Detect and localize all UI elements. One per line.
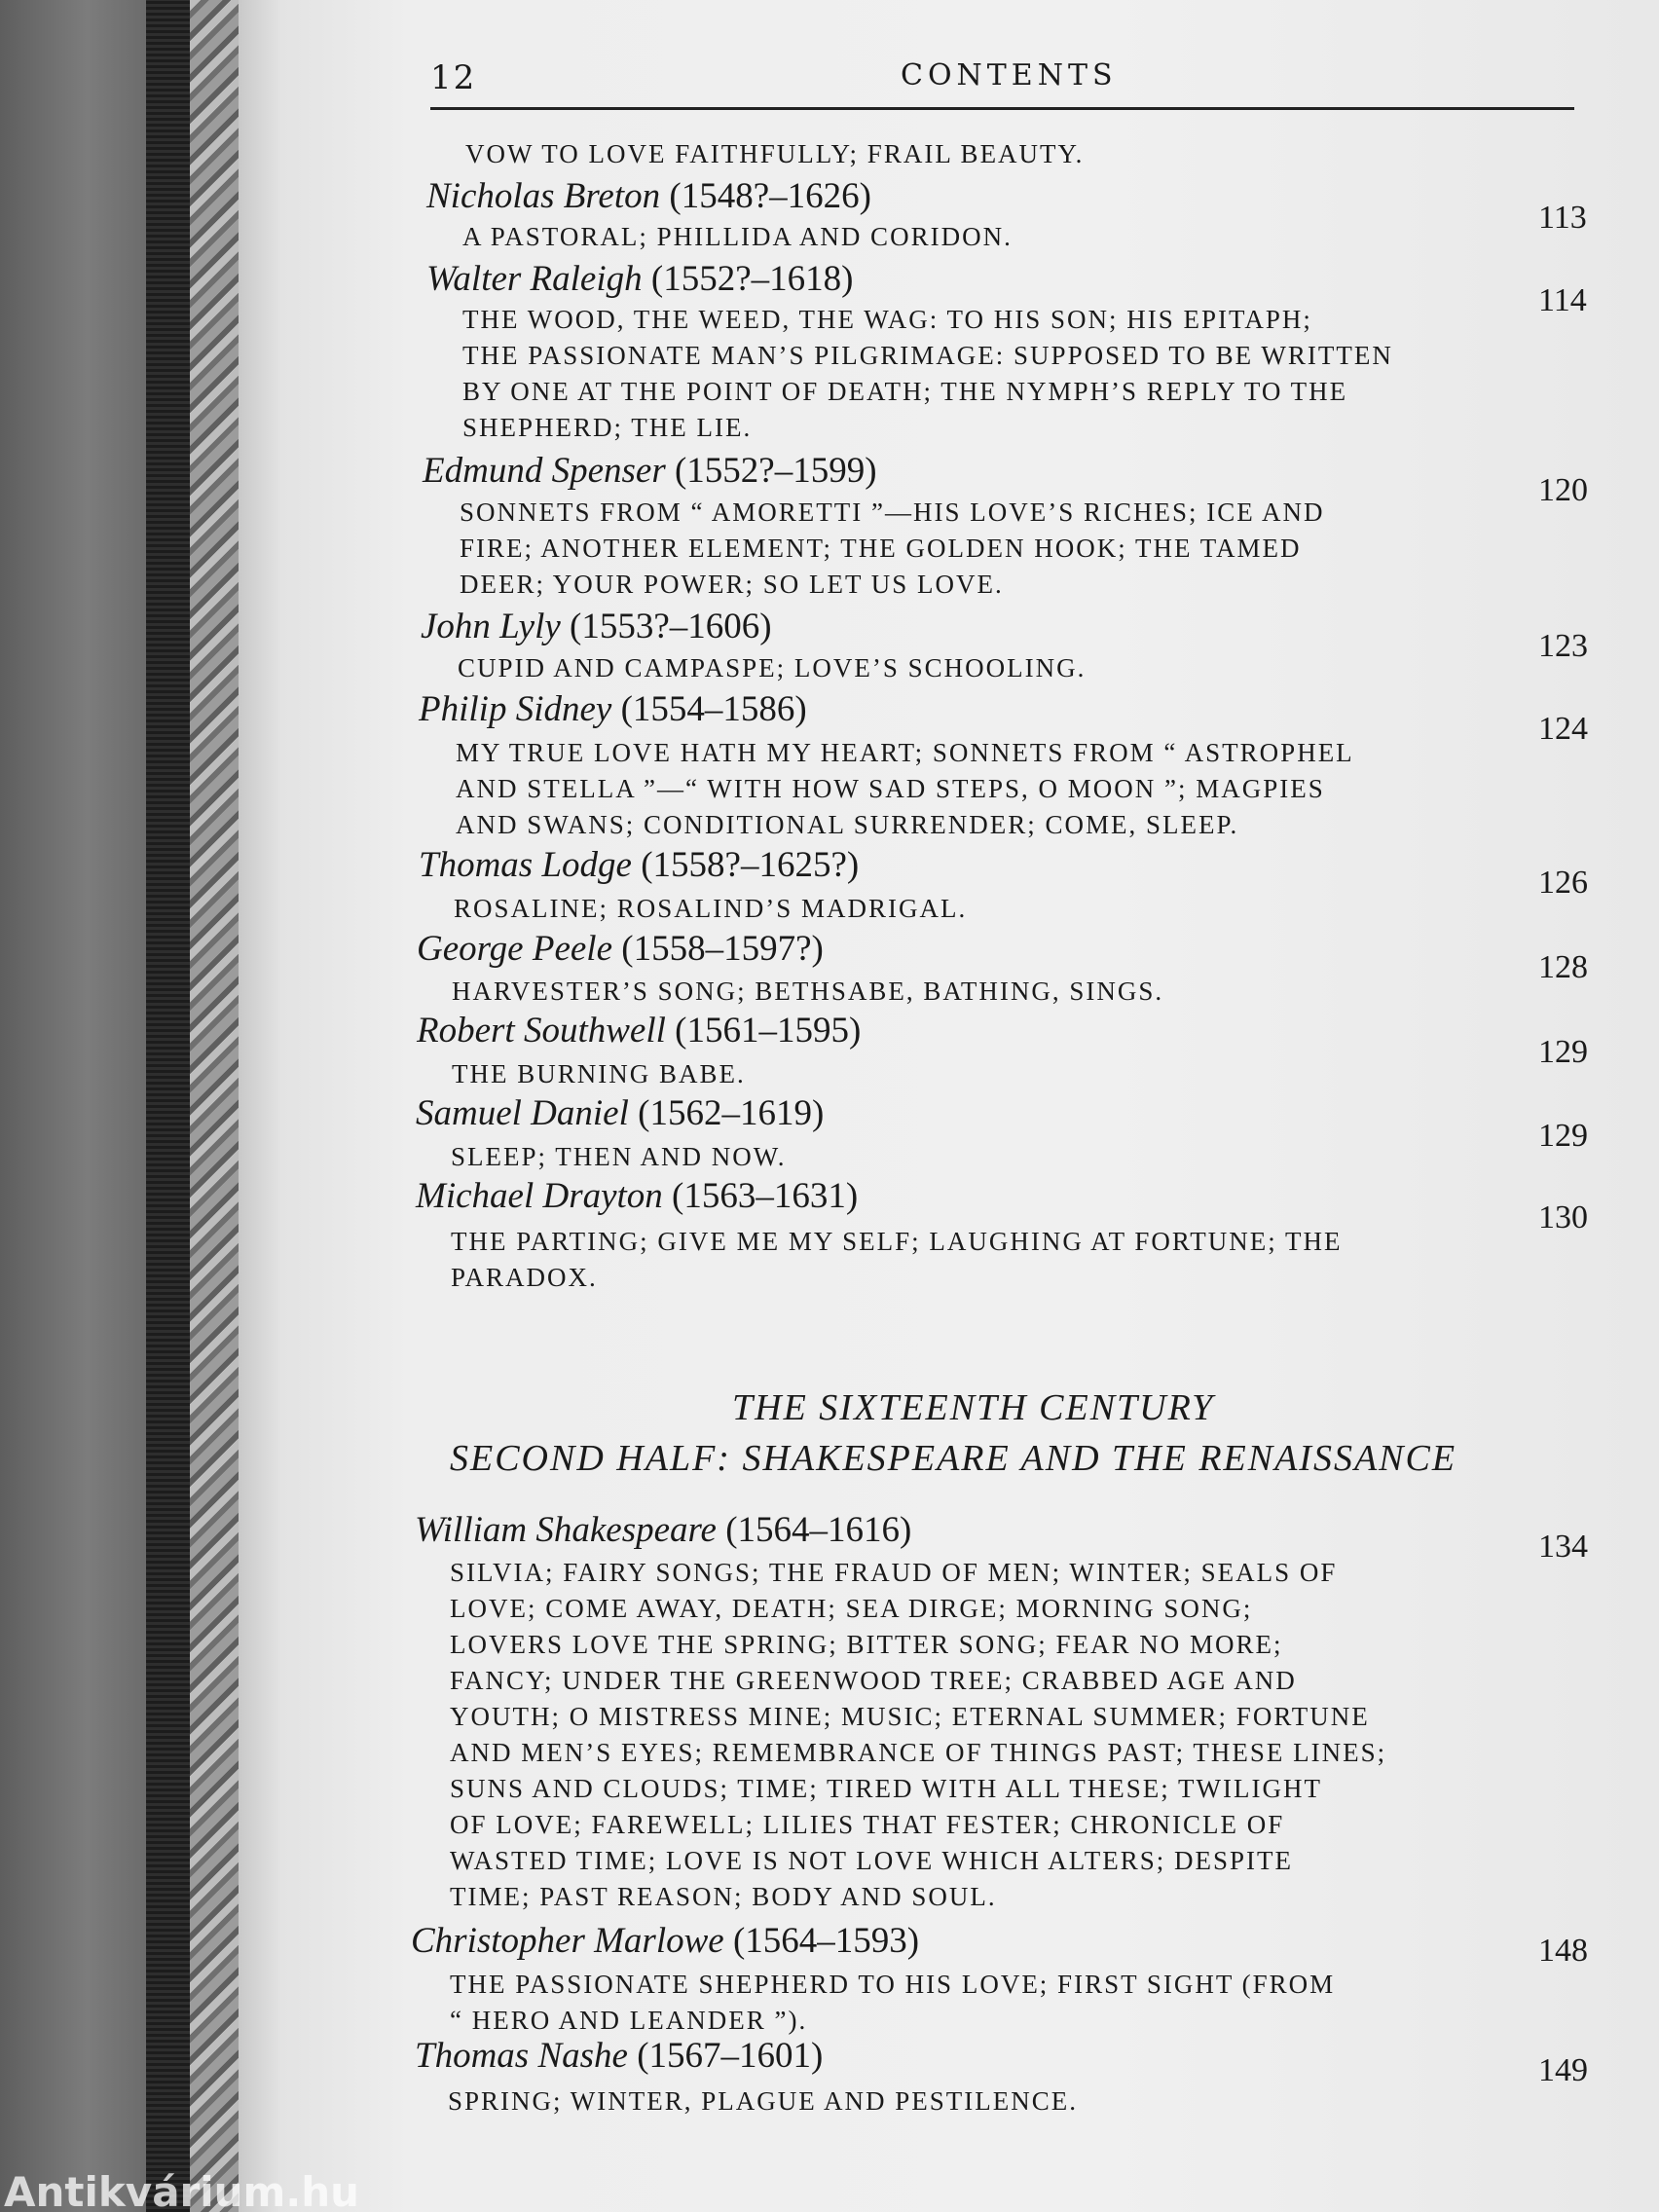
continued-works: VOW TO LOVE FAITHFULLY; FRAIL BEAUTY. — [465, 139, 1085, 168]
works-list: THE WOOD, THE WEED, THE WAG: TO HIS SON; HIS EPITAPH; THE PASSIONATE MAN’S PILGRIMAGE: SUPPOSED TO BE WRITTEN BY ONE AT THE POINT OF DEATH; THE NYMPH’S REPLY TO THE SHEPHERD; THE LIE. — [462, 305, 1393, 442]
poet-entry — [419, 688, 807, 730]
poet-dates: (1561–1595) — [675, 1011, 862, 1051]
page-ref: 123 — [1538, 628, 1588, 664]
works-list: HARVESTER’S SONG; BETHSABE, BATHING, SINGS. — [452, 977, 1164, 1006]
poet-dates: (1554–1586) — [620, 689, 807, 729]
poet-name: Robert Southwell — [417, 1011, 666, 1051]
page-ref: 148 — [1538, 1933, 1588, 1969]
poet-entry — [423, 450, 877, 492]
page-ref: 126 — [1538, 865, 1588, 901]
poet-dates: (1562–1619) — [638, 1093, 825, 1133]
poet-dates: (1552?–1599) — [674, 451, 877, 491]
page-number: 12 — [430, 58, 477, 97]
page-title: CONTENTS — [901, 58, 1118, 92]
page-ref: 129 — [1538, 1118, 1588, 1154]
works-list: SONNETS FROM “ AMORETTI ”—HIS LOVE’S RICHES; ICE AND FIRE; ANOTHER ELEMENT; THE GOLDEN HOOK; THE TAMED DEER; YOUR POWER; SO LET US LOVE. — [460, 498, 1325, 599]
poet-dates: (1558?–1625?) — [641, 845, 860, 885]
poet-dates: (1552?–1618) — [650, 259, 854, 299]
poet-entry — [416, 1175, 858, 1217]
poet-entry — [416, 1092, 824, 1134]
poet-name: Thomas Nashe — [415, 2036, 628, 2076]
watermark: Antikvárium.hu — [4, 2173, 360, 2212]
works-list: SILVIA; FAIRY SONGS; THE FRAUD OF MEN; WINTER; SEALS OF LOVE; COME AWAY, DEATH; SEA DIRGE; MORNING SONG; LOVERS LOVE THE SPRING; BITTER SONG; FEAR NO MORE; FANCY; UNDER THE GREENWOOD TREE; CRABBED AGE AND YOUTH; O MISTRESS MINE; MUSIC; ETERNAL SUMMER; FORTUNE AND MEN’S EYES; REMEMBRANCE OF THINGS PAST; THESE LINES; SUNS AND CLOUDS; TIME; TIRED WITH ALL THESE; TWILIGHT OF LOVE; FAREWELL; LILIES THAT FESTER; CHRONICLE OF WASTED TIME; LOVE IS NOT LOVE WHICH ALTERS; DESPITE TIME; PAST REASON; BODY AND SOUL. — [450, 1558, 1387, 1911]
poet-name: Thomas Lodge — [419, 845, 632, 885]
poet-entry — [411, 1920, 919, 1962]
works-list: THE PARTING; GIVE ME MY SELF; LAUGHING AT FORTUNE; THE PARADOX. — [451, 1227, 1343, 1292]
page-ref: 130 — [1538, 1199, 1588, 1235]
poet-dates: (1553?–1606) — [570, 607, 772, 646]
poet-name: William Shakespeare — [415, 1510, 717, 1550]
works-list: SLEEP; THEN AND NOW. — [451, 1142, 787, 1171]
poet-entry — [419, 844, 859, 886]
poet-entry — [417, 1010, 861, 1051]
section-heading: THE SIXTEENTH CENTURY — [732, 1387, 1215, 1428]
poet-dates: (1564–1616) — [725, 1510, 912, 1550]
poet-entry — [415, 1509, 911, 1551]
poet-entry — [426, 258, 853, 300]
works-list: THE PASSIONATE SHEPHERD TO HIS LOVE; FIRST SIGHT (FROM “ HERO AND LEANDER ”). — [450, 1970, 1336, 2035]
page-ref: 114 — [1538, 282, 1587, 318]
page-ref: 129 — [1538, 1034, 1588, 1070]
poet-dates: (1564–1593) — [732, 1921, 920, 1961]
poet-name: John Lyly — [421, 607, 561, 646]
works-list: A PASTORAL; PHILLIDA AND CORIDON. — [462, 222, 1013, 251]
poet-dates: (1558–1597?) — [621, 929, 824, 969]
works-list: ROSALINE; ROSALIND’S MADRIGAL. — [454, 894, 968, 923]
page-ref: 113 — [1538, 200, 1587, 236]
poet-name: Edmund Spenser — [423, 451, 666, 491]
poet-entry — [426, 175, 871, 217]
poet-name: Walter Raleigh — [426, 259, 643, 299]
works-list: SPRING; WINTER, PLAGUE AND PESTILENCE. — [448, 2086, 1079, 2116]
poet-dates: (1563–1631) — [672, 1176, 859, 1216]
section-subheading: SECOND HALF: SHAKESPEARE AND THE RENAISSANCE — [450, 1438, 1457, 1479]
poet-dates: (1567–1601) — [637, 2036, 824, 2076]
page-ref: 120 — [1538, 472, 1588, 508]
poet-entry — [421, 606, 772, 647]
page-ref: 124 — [1538, 711, 1588, 747]
spine-binding — [146, 0, 190, 2212]
poet-name: Samuel Daniel — [416, 1093, 629, 1133]
spine-pattern — [190, 0, 239, 2212]
page-ref: 149 — [1538, 2052, 1588, 2088]
poet-name: Michael Drayton — [416, 1176, 663, 1216]
poet-name: Christopher Marlowe — [411, 1921, 724, 1961]
poet-name: George Peele — [417, 929, 612, 969]
poet-entry — [417, 928, 824, 970]
poet-dates: (1548?–1626) — [669, 176, 871, 216]
poet-name: Philip Sidney — [419, 689, 612, 729]
page-ref: 134 — [1538, 1529, 1588, 1565]
works-list: THE BURNING BABE. — [452, 1059, 746, 1088]
works-list: CUPID AND CAMPASPE; LOVE’S SCHOOLING. — [458, 653, 1087, 682]
header-rule — [430, 107, 1574, 110]
page-ref: 128 — [1538, 949, 1588, 985]
poet-entry — [415, 2035, 823, 2077]
poet-name: Nicholas Breton — [426, 176, 661, 216]
works-list: MY TRUE LOVE HATH MY HEART; SONNETS FROM “ ASTROPHEL AND STELLA ”—“ WITH HOW SAD STEPS, O MOON ”; MAGPIES AND SWANS; CONDITIONAL SURRENDER; COME, SLEEP. — [456, 738, 1354, 839]
